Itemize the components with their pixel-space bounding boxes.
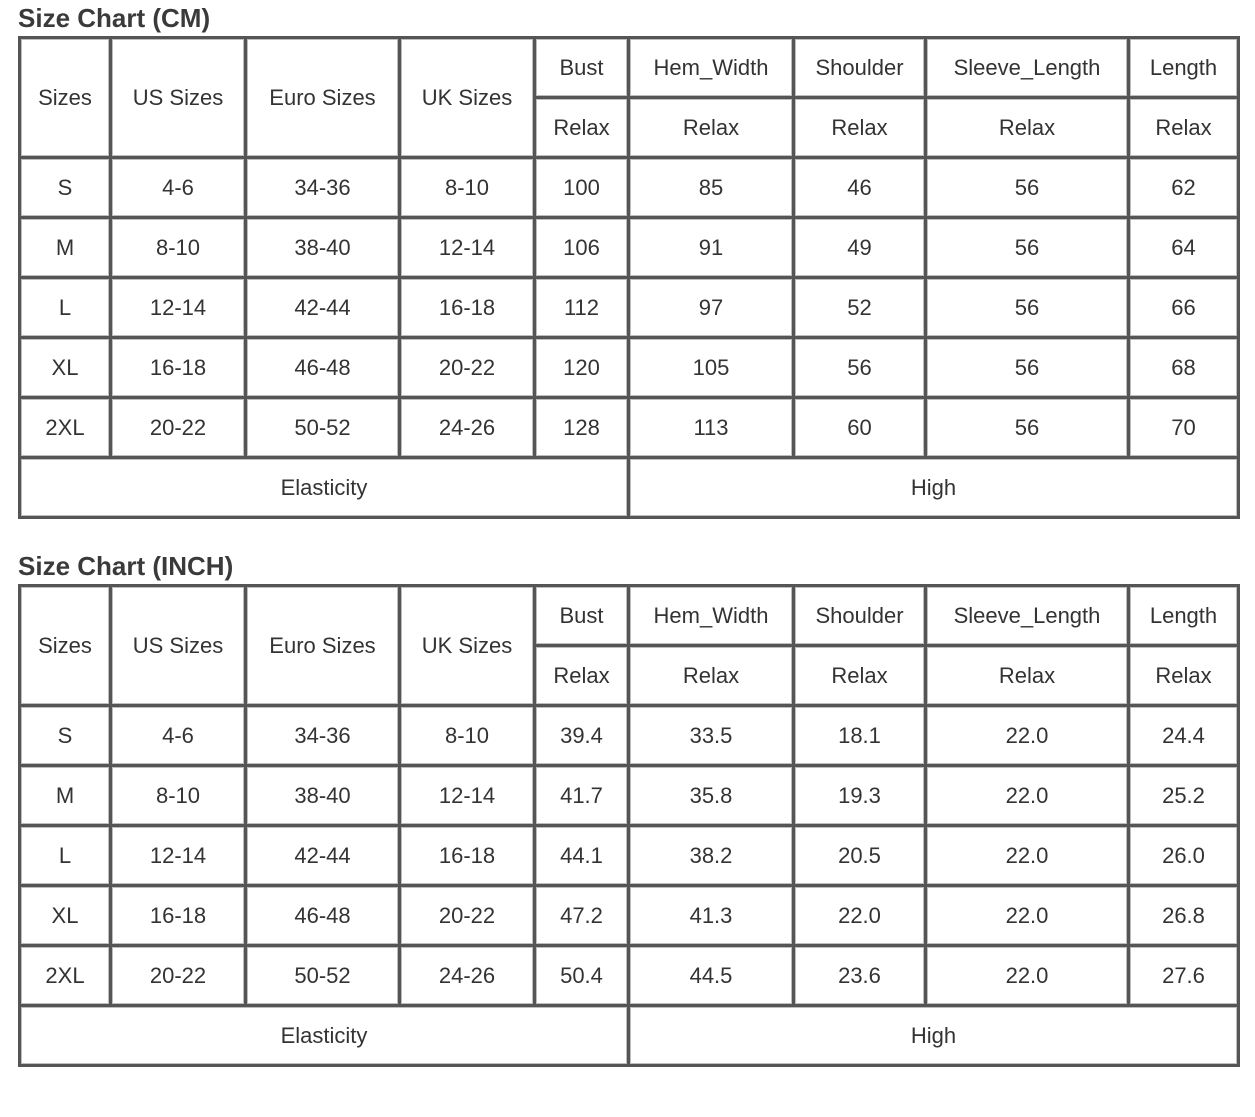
cell-sleeve-length: 22.0 <box>926 706 1129 766</box>
cell-uk-size: 12-14 <box>400 218 535 278</box>
cell-length: 25.2 <box>1129 766 1239 826</box>
elasticity-value: High <box>629 1006 1239 1066</box>
cell-size: 2XL <box>20 946 111 1006</box>
cell-length: 64 <box>1129 218 1239 278</box>
cell-euro-size: 42-44 <box>246 278 400 338</box>
header-bust: Bust <box>535 38 629 98</box>
header-sizes: Sizes <box>20 586 111 706</box>
cell-size: L <box>20 278 111 338</box>
cell-us-size: 8-10 <box>111 218 246 278</box>
cell-uk-size: 12-14 <box>400 766 535 826</box>
cell-uk-size: 20-22 <box>400 338 535 398</box>
cell-shoulder: 52 <box>794 278 926 338</box>
table-row <box>20 398 1239 458</box>
cell-hem-width: 85 <box>629 158 794 218</box>
cell-shoulder: 56 <box>794 338 926 398</box>
header-row-measurement <box>20 38 1239 98</box>
fit-bust: Relax <box>535 646 629 706</box>
fit-length: Relax <box>1129 98 1239 158</box>
cell-euro-size: 50-52 <box>246 398 400 458</box>
cell-shoulder: 18.1 <box>794 706 926 766</box>
fit-shoulder: Relax <box>794 646 926 706</box>
header-sleeve-length: Sleeve_Length <box>926 38 1129 98</box>
cell-hem-width: 44.5 <box>629 946 794 1006</box>
table-row <box>20 886 1239 946</box>
cell-euro-size: 46-48 <box>246 338 400 398</box>
cell-shoulder: 60 <box>794 398 926 458</box>
footer-row <box>20 458 1239 518</box>
cell-euro-size: 46-48 <box>246 886 400 946</box>
cell-bust: 106 <box>535 218 629 278</box>
header-sizes: Sizes <box>20 38 111 158</box>
size-chart-cm-table <box>18 36 1240 519</box>
cell-bust: 50.4 <box>535 946 629 1006</box>
header-us-sizes: US Sizes <box>111 586 246 706</box>
cell-bust: 112 <box>535 278 629 338</box>
fit-shoulder: Relax <box>794 98 926 158</box>
header-euro-sizes: Euro Sizes <box>246 586 400 706</box>
cell-shoulder: 22.0 <box>794 886 926 946</box>
cell-sleeve-length: 56 <box>926 158 1129 218</box>
header-hem-width: Hem_Width <box>629 38 794 98</box>
cell-bust: 44.1 <box>535 826 629 886</box>
cell-size: XL <box>20 886 111 946</box>
cell-hem-width: 33.5 <box>629 706 794 766</box>
cell-sleeve-length: 22.0 <box>926 766 1129 826</box>
table-row <box>20 278 1239 338</box>
size-chart-inch-title: Size Chart (INCH) <box>18 551 234 581</box>
cell-uk-size: 8-10 <box>400 158 535 218</box>
header-sleeve-length: Sleeve_Length <box>926 586 1129 646</box>
cell-euro-size: 50-52 <box>246 946 400 1006</box>
cell-size: S <box>20 158 111 218</box>
fit-bust: Relax <box>535 98 629 158</box>
cell-size: XL <box>20 338 111 398</box>
header-length: Length <box>1129 586 1239 646</box>
table-row <box>20 946 1239 1006</box>
cell-length: 62 <box>1129 158 1239 218</box>
cell-hem-width: 41.3 <box>629 886 794 946</box>
cell-euro-size: 34-36 <box>246 706 400 766</box>
cell-bust: 128 <box>535 398 629 458</box>
cell-euro-size: 42-44 <box>246 826 400 886</box>
cell-us-size: 20-22 <box>111 946 246 1006</box>
header-uk-sizes: UK Sizes <box>400 38 535 158</box>
cell-sleeve-length: 56 <box>926 338 1129 398</box>
elasticity-value: High <box>629 458 1239 518</box>
cell-sleeve-length: 56 <box>926 278 1129 338</box>
header-euro-sizes: Euro Sizes <box>246 38 400 158</box>
cell-size: S <box>20 706 111 766</box>
cell-us-size: 16-18 <box>111 886 246 946</box>
elasticity-label: Elasticity <box>20 1006 629 1066</box>
elasticity-label: Elasticity <box>20 458 629 518</box>
cell-hem-width: 97 <box>629 278 794 338</box>
cell-shoulder: 19.3 <box>794 766 926 826</box>
cell-length: 66 <box>1129 278 1239 338</box>
cell-length: 27.6 <box>1129 946 1239 1006</box>
fit-sleeve-length: Relax <box>926 98 1129 158</box>
cell-bust: 120 <box>535 338 629 398</box>
cell-bust: 47.2 <box>535 886 629 946</box>
header-shoulder: Shoulder <box>794 586 926 646</box>
cell-sleeve-length: 22.0 <box>926 886 1129 946</box>
cell-us-size: 8-10 <box>111 766 246 826</box>
cell-hem-width: 91 <box>629 218 794 278</box>
cell-size: M <box>20 218 111 278</box>
cell-bust: 41.7 <box>535 766 629 826</box>
cell-shoulder: 46 <box>794 158 926 218</box>
cell-hem-width: 35.8 <box>629 766 794 826</box>
cell-us-size: 12-14 <box>111 278 246 338</box>
cell-euro-size: 34-36 <box>246 158 400 218</box>
table-row <box>20 218 1239 278</box>
cell-uk-size: 24-26 <box>400 946 535 1006</box>
cell-length: 68 <box>1129 338 1239 398</box>
cell-shoulder: 20.5 <box>794 826 926 886</box>
cell-us-size: 16-18 <box>111 338 246 398</box>
cell-bust: 39.4 <box>535 706 629 766</box>
header-hem-width: Hem_Width <box>629 586 794 646</box>
cell-us-size: 12-14 <box>111 826 246 886</box>
cell-uk-size: 24-26 <box>400 398 535 458</box>
cell-uk-size: 20-22 <box>400 886 535 946</box>
header-row-measurement <box>20 586 1239 646</box>
cell-shoulder: 23.6 <box>794 946 926 1006</box>
header-shoulder: Shoulder <box>794 38 926 98</box>
cell-sleeve-length: 56 <box>926 218 1129 278</box>
header-uk-sizes: UK Sizes <box>400 586 535 706</box>
cell-length: 26.8 <box>1129 886 1239 946</box>
table-row <box>20 826 1239 886</box>
table-row <box>20 766 1239 826</box>
fit-hem-width: Relax <box>629 98 794 158</box>
table-row <box>20 338 1239 398</box>
size-chart-inch-table <box>18 584 1240 1067</box>
cell-size: 2XL <box>20 398 111 458</box>
fit-hem-width: Relax <box>629 646 794 706</box>
size-chart-cm-title: Size Chart (CM) <box>18 3 211 33</box>
cell-hem-width: 38.2 <box>629 826 794 886</box>
cell-hem-width: 105 <box>629 338 794 398</box>
cell-length: 24.4 <box>1129 706 1239 766</box>
cell-hem-width: 113 <box>629 398 794 458</box>
footer-row <box>20 1006 1239 1066</box>
cell-sleeve-length: 22.0 <box>926 826 1129 886</box>
cell-sleeve-length: 56 <box>926 398 1129 458</box>
cell-uk-size: 8-10 <box>400 706 535 766</box>
cell-length: 26.0 <box>1129 826 1239 886</box>
cell-us-size: 4-6 <box>111 158 246 218</box>
table-row <box>20 158 1239 218</box>
header-length: Length <box>1129 38 1239 98</box>
header-bust: Bust <box>535 586 629 646</box>
cell-size: L <box>20 826 111 886</box>
fit-length: Relax <box>1129 646 1239 706</box>
cell-sleeve-length: 22.0 <box>926 946 1129 1006</box>
cell-shoulder: 49 <box>794 218 926 278</box>
cell-us-size: 4-6 <box>111 706 246 766</box>
header-us-sizes: US Sizes <box>111 38 246 158</box>
cell-size: M <box>20 766 111 826</box>
cell-euro-size: 38-40 <box>246 766 400 826</box>
fit-sleeve-length: Relax <box>926 646 1129 706</box>
cell-us-size: 20-22 <box>111 398 246 458</box>
cell-uk-size: 16-18 <box>400 278 535 338</box>
table-row <box>20 706 1239 766</box>
cell-euro-size: 38-40 <box>246 218 400 278</box>
cell-length: 70 <box>1129 398 1239 458</box>
cell-uk-size: 16-18 <box>400 826 535 886</box>
cell-bust: 100 <box>535 158 629 218</box>
